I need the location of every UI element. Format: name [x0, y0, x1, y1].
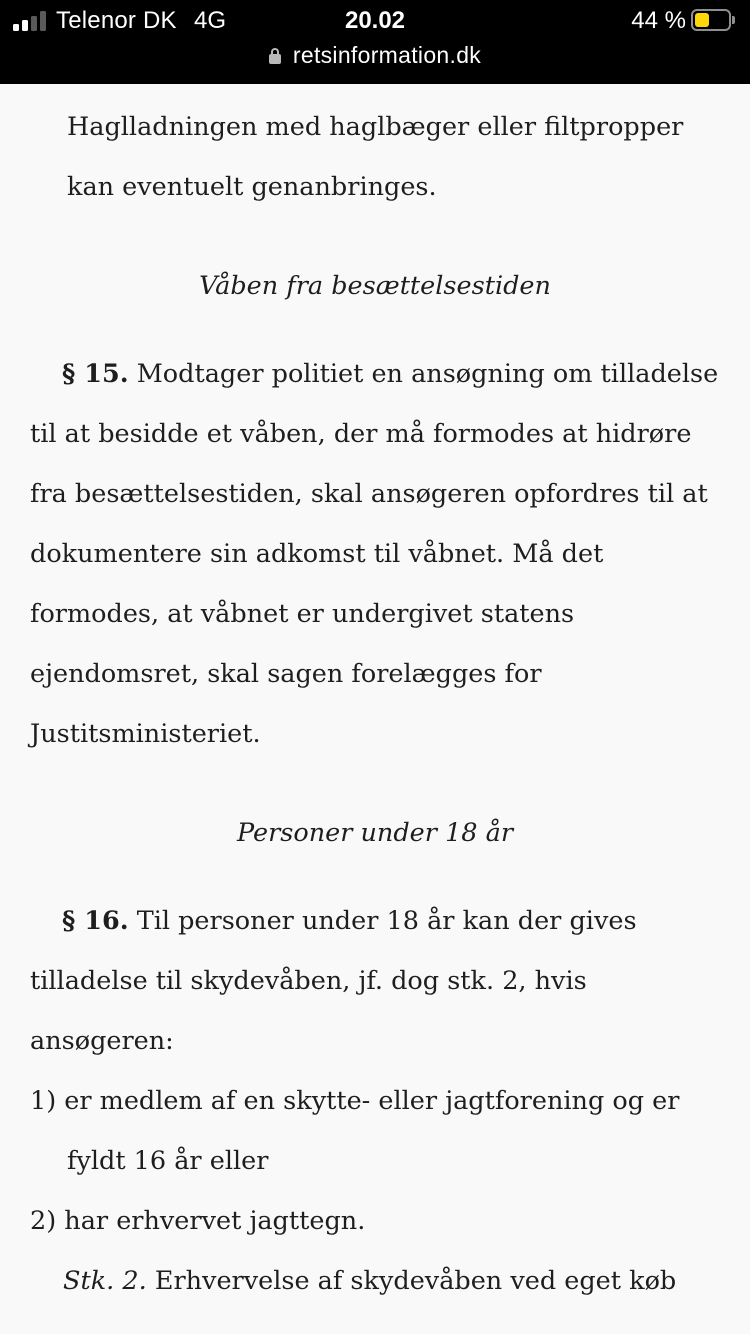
stk-2-line [63, 1251, 676, 1311]
paragraph-line: ansøgeren: [30, 1026, 174, 1056]
paragraph-line: ejendomsret, skal sagen forelægges for [30, 659, 542, 689]
paragraph-line: Justitsministeriet. [30, 719, 261, 749]
section-heading-under-18: Personer under 18 år [236, 818, 514, 848]
list-item-1-continuation: fyldt 16 år eller [67, 1146, 269, 1176]
paragraph-mark-16: § 16. [62, 906, 129, 936]
list-item-1: 1) er medlem af en skytte- eller jagtforening og er [30, 1086, 680, 1116]
document-body [0, 84, 750, 1334]
intro-line: kan eventuelt genanbringes. [67, 172, 437, 202]
lock-icon [269, 48, 281, 64]
battery-percentage: 44 % [631, 7, 686, 34]
paragraph-16-first-line [62, 891, 637, 951]
paragraph-line: tilladelse til skydevåben, jf. dog stk. 2, hvis [30, 966, 587, 996]
paragraph-mark-15: § 15. [62, 359, 129, 389]
battery-fill [695, 13, 709, 27]
paragraph-line: formodes, at våbnet er undergivet statens [30, 599, 575, 629]
stk-2-text: Erhvervelse af skydevåben ved eget køb [154, 1266, 677, 1296]
carrier-name: Telenor DK [56, 7, 177, 34]
paragraph-line: fra besættelsestiden, skal ansøgeren opfordres til at [30, 479, 708, 509]
clock: 20.02 [344, 7, 406, 34]
lock-body [269, 54, 281, 64]
stk-2-label: Stk. 2. [63, 1266, 147, 1296]
section-heading-occupation-weapons: Våben fra besættelsestiden [199, 271, 551, 301]
paragraph-text: Til personer under 18 år kan der gives [136, 906, 637, 936]
paragraph-line: dokumentere sin adkomst til våbnet. Må det [30, 539, 604, 569]
address-bar[interactable] [0, 40, 750, 70]
url-text[interactable]: retsinformation.dk [292, 42, 482, 68]
paragraph-15-first-line [62, 344, 718, 404]
list-item-2: 2) har erhvervet jagttegn. [30, 1206, 366, 1236]
battery-icon [691, 9, 735, 31]
network-type: 4G [194, 7, 227, 34]
status-bar [0, 0, 750, 84]
paragraph-text: Modtager politiet en ansøgning om tilladelse [136, 359, 719, 389]
intro-line: Haglladningen med haglbæger eller filtpropper [67, 112, 684, 142]
paragraph-line: til at besidde et våben, der må formodes at hidrøre [30, 419, 692, 449]
battery-tip [732, 16, 735, 24]
